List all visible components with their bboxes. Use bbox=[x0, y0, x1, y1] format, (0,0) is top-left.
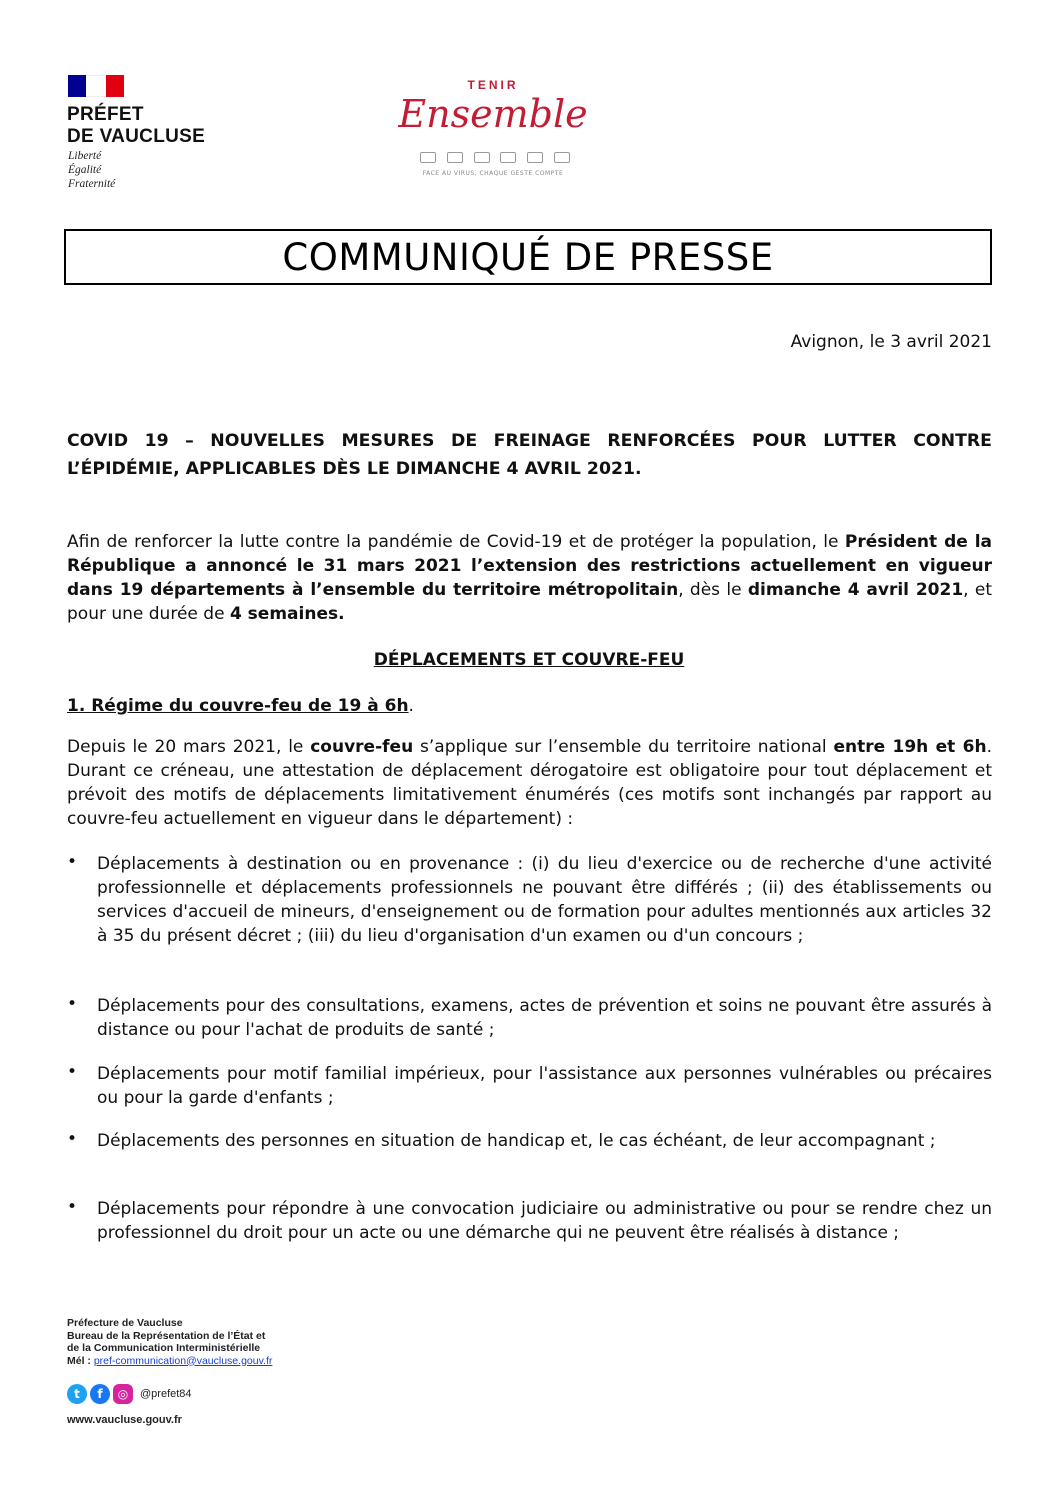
prefet-logo-text bbox=[67, 104, 205, 148]
list-item: Déplacements pour motif familial impérieux, pour l'assistance aux personnes vulnérables ou précaires ou pour la garde d'enfants ; bbox=[97, 1064, 992, 1108]
date-line: Avignon, le 3 avril 2021 bbox=[790, 332, 992, 352]
subsection-suffix: . bbox=[408, 696, 414, 716]
footer-mail-line bbox=[67, 1355, 272, 1368]
footer-line1: Préfecture de Vaucluse bbox=[67, 1317, 183, 1329]
bullet-symbol: • bbox=[67, 994, 78, 1014]
footer-line3: de la Communication Interministérielle bbox=[67, 1342, 261, 1354]
bullet-symbol: • bbox=[67, 1197, 78, 1217]
subsection-title bbox=[67, 696, 414, 716]
instagram-icon[interactable]: ◎ bbox=[113, 1384, 133, 1404]
bullet-symbol: • bbox=[67, 852, 78, 872]
curfew-run-bold: entre 19h et 6h bbox=[833, 737, 987, 757]
bullet-symbol: • bbox=[67, 1062, 78, 1082]
prefet-line1: PRÉFET bbox=[67, 104, 144, 125]
website-link[interactable]: www.vaucluse.gouv.fr bbox=[67, 1414, 182, 1426]
title-box bbox=[64, 229, 992, 285]
list-item: Déplacements à destination ou en provenance : (i) du lieu d'exercice ou de recherche d'une activité professionnelle et déplacements professionnels ne pouvant être différés ; (ii) des établissements ou services d'accueil de mineurs, d'enseignement ou de formation pour adultes mentionnés aux articles 32 à 35 du présent décret ; (iii) du lieu d'organisation d'un examen ou d'un concours ; bbox=[97, 854, 992, 946]
devise bbox=[68, 149, 115, 191]
marianne-flag-logo bbox=[68, 75, 124, 97]
facebook-icon[interactable]: f bbox=[90, 1384, 110, 1404]
list-item: Déplacements pour des consultations, examens, actes de prévention et soins ne pouvant être assurés à distance ou pour l'achat de produits de santé ; bbox=[97, 996, 992, 1040]
intro-run-bold: dimanche 4 avril 2021 bbox=[747, 580, 964, 600]
intro-run-bold: 4 semaines. bbox=[229, 604, 345, 624]
distance-icon bbox=[474, 152, 490, 163]
handwash-icon bbox=[447, 152, 463, 163]
gestes-barriere-icons bbox=[420, 152, 570, 163]
footer-line2: Bureau de la Représentation de l’État et bbox=[67, 1329, 266, 1342]
list-item: Déplacements des personnes en situation de handicap et, le cas échéant, de leur accompagnant ; bbox=[97, 1131, 936, 1151]
intro-run: , dès le bbox=[678, 580, 748, 600]
intro-run: , et pour une durée de bbox=[67, 580, 993, 624]
tenir-ensemble-logo bbox=[398, 78, 588, 183]
twitter-icon[interactable]: t bbox=[67, 1384, 87, 1404]
tissue-icon bbox=[500, 152, 516, 163]
devise-liberte: Liberté bbox=[68, 150, 102, 162]
social-handle[interactable]: @prefet84 bbox=[140, 1388, 192, 1400]
bullet-symbol: • bbox=[67, 1129, 78, 1149]
ventilation-icon bbox=[527, 152, 543, 163]
curfew-run: Depuis le 20 mars 2021, le bbox=[67, 737, 311, 757]
curfew-run: s’applique sur l’ensemble du territoire national bbox=[413, 737, 834, 757]
intro-run: Afin de renforcer la lutte contre la pandémie de Covid-19 et de protéger la population, le bbox=[67, 532, 845, 552]
footer-contact bbox=[67, 1317, 272, 1367]
curfew-run: . Durant ce créneau, une attestation de déplacement dérogatoire est obligatoire pour tout déplacement et prévoit des motifs de déplacements limitativement énumérés (ces motifs sont inchangés par rapport au couvre-feu actuellement en vigueur dans le département) : bbox=[67, 737, 992, 829]
list-item: Déplacements pour répondre à une convocation judiciaire ou administrative ou pour se rendre chez un professionnel du droit pour un acte ou une démarche qui ne peuvent être réalisés à distance ; bbox=[97, 1199, 992, 1243]
app-icon bbox=[554, 152, 570, 163]
prefet-line2: DE VAUCLUSE bbox=[67, 126, 206, 147]
campaign-main: Ensemble bbox=[398, 92, 588, 136]
mail-link[interactable]: pref-communication@vaucluse.gouv.fr bbox=[93, 1354, 273, 1367]
curfew-run-bold: couvre-feu bbox=[310, 737, 414, 757]
mask-icon bbox=[420, 152, 436, 163]
subsection-title-text: 1. Régime du couvre-feu de 19 à 6h bbox=[67, 696, 409, 716]
curfew-paragraph bbox=[67, 735, 992, 831]
mail-label: Mél : bbox=[67, 1354, 94, 1367]
intro-paragraph bbox=[67, 530, 992, 626]
campaign-tagline: FACE AU VIRUS, CHAQUE GESTE COMPTE bbox=[422, 170, 564, 177]
campaign-top: TENIR bbox=[467, 78, 519, 92]
section-title: DÉPLACEMENTS ET COUVRE-FEU bbox=[373, 650, 685, 670]
devise-egalite: Égalité bbox=[68, 164, 102, 176]
social-links bbox=[67, 1384, 192, 1404]
headline: COVID 19 – NOUVELLES MESURES DE FREINAGE RENFORCÉES POUR LUTTER CONTRE L’ÉPIDÉMIE, APPLICABLES DÈS LE DIMANCHE 4 AVRIL 2021. bbox=[67, 431, 992, 479]
intro-run-bold: Président de la République a annoncé le 31 mars 2021 l’extension des restrictions actuellement en vigueur dans 19 départements à l’ensemble du territoire métropolitain bbox=[67, 532, 992, 600]
devise-fraternite: Fraternité bbox=[68, 178, 116, 190]
page-title: COMMUNIQUÉ DE PRESSE bbox=[282, 235, 774, 279]
